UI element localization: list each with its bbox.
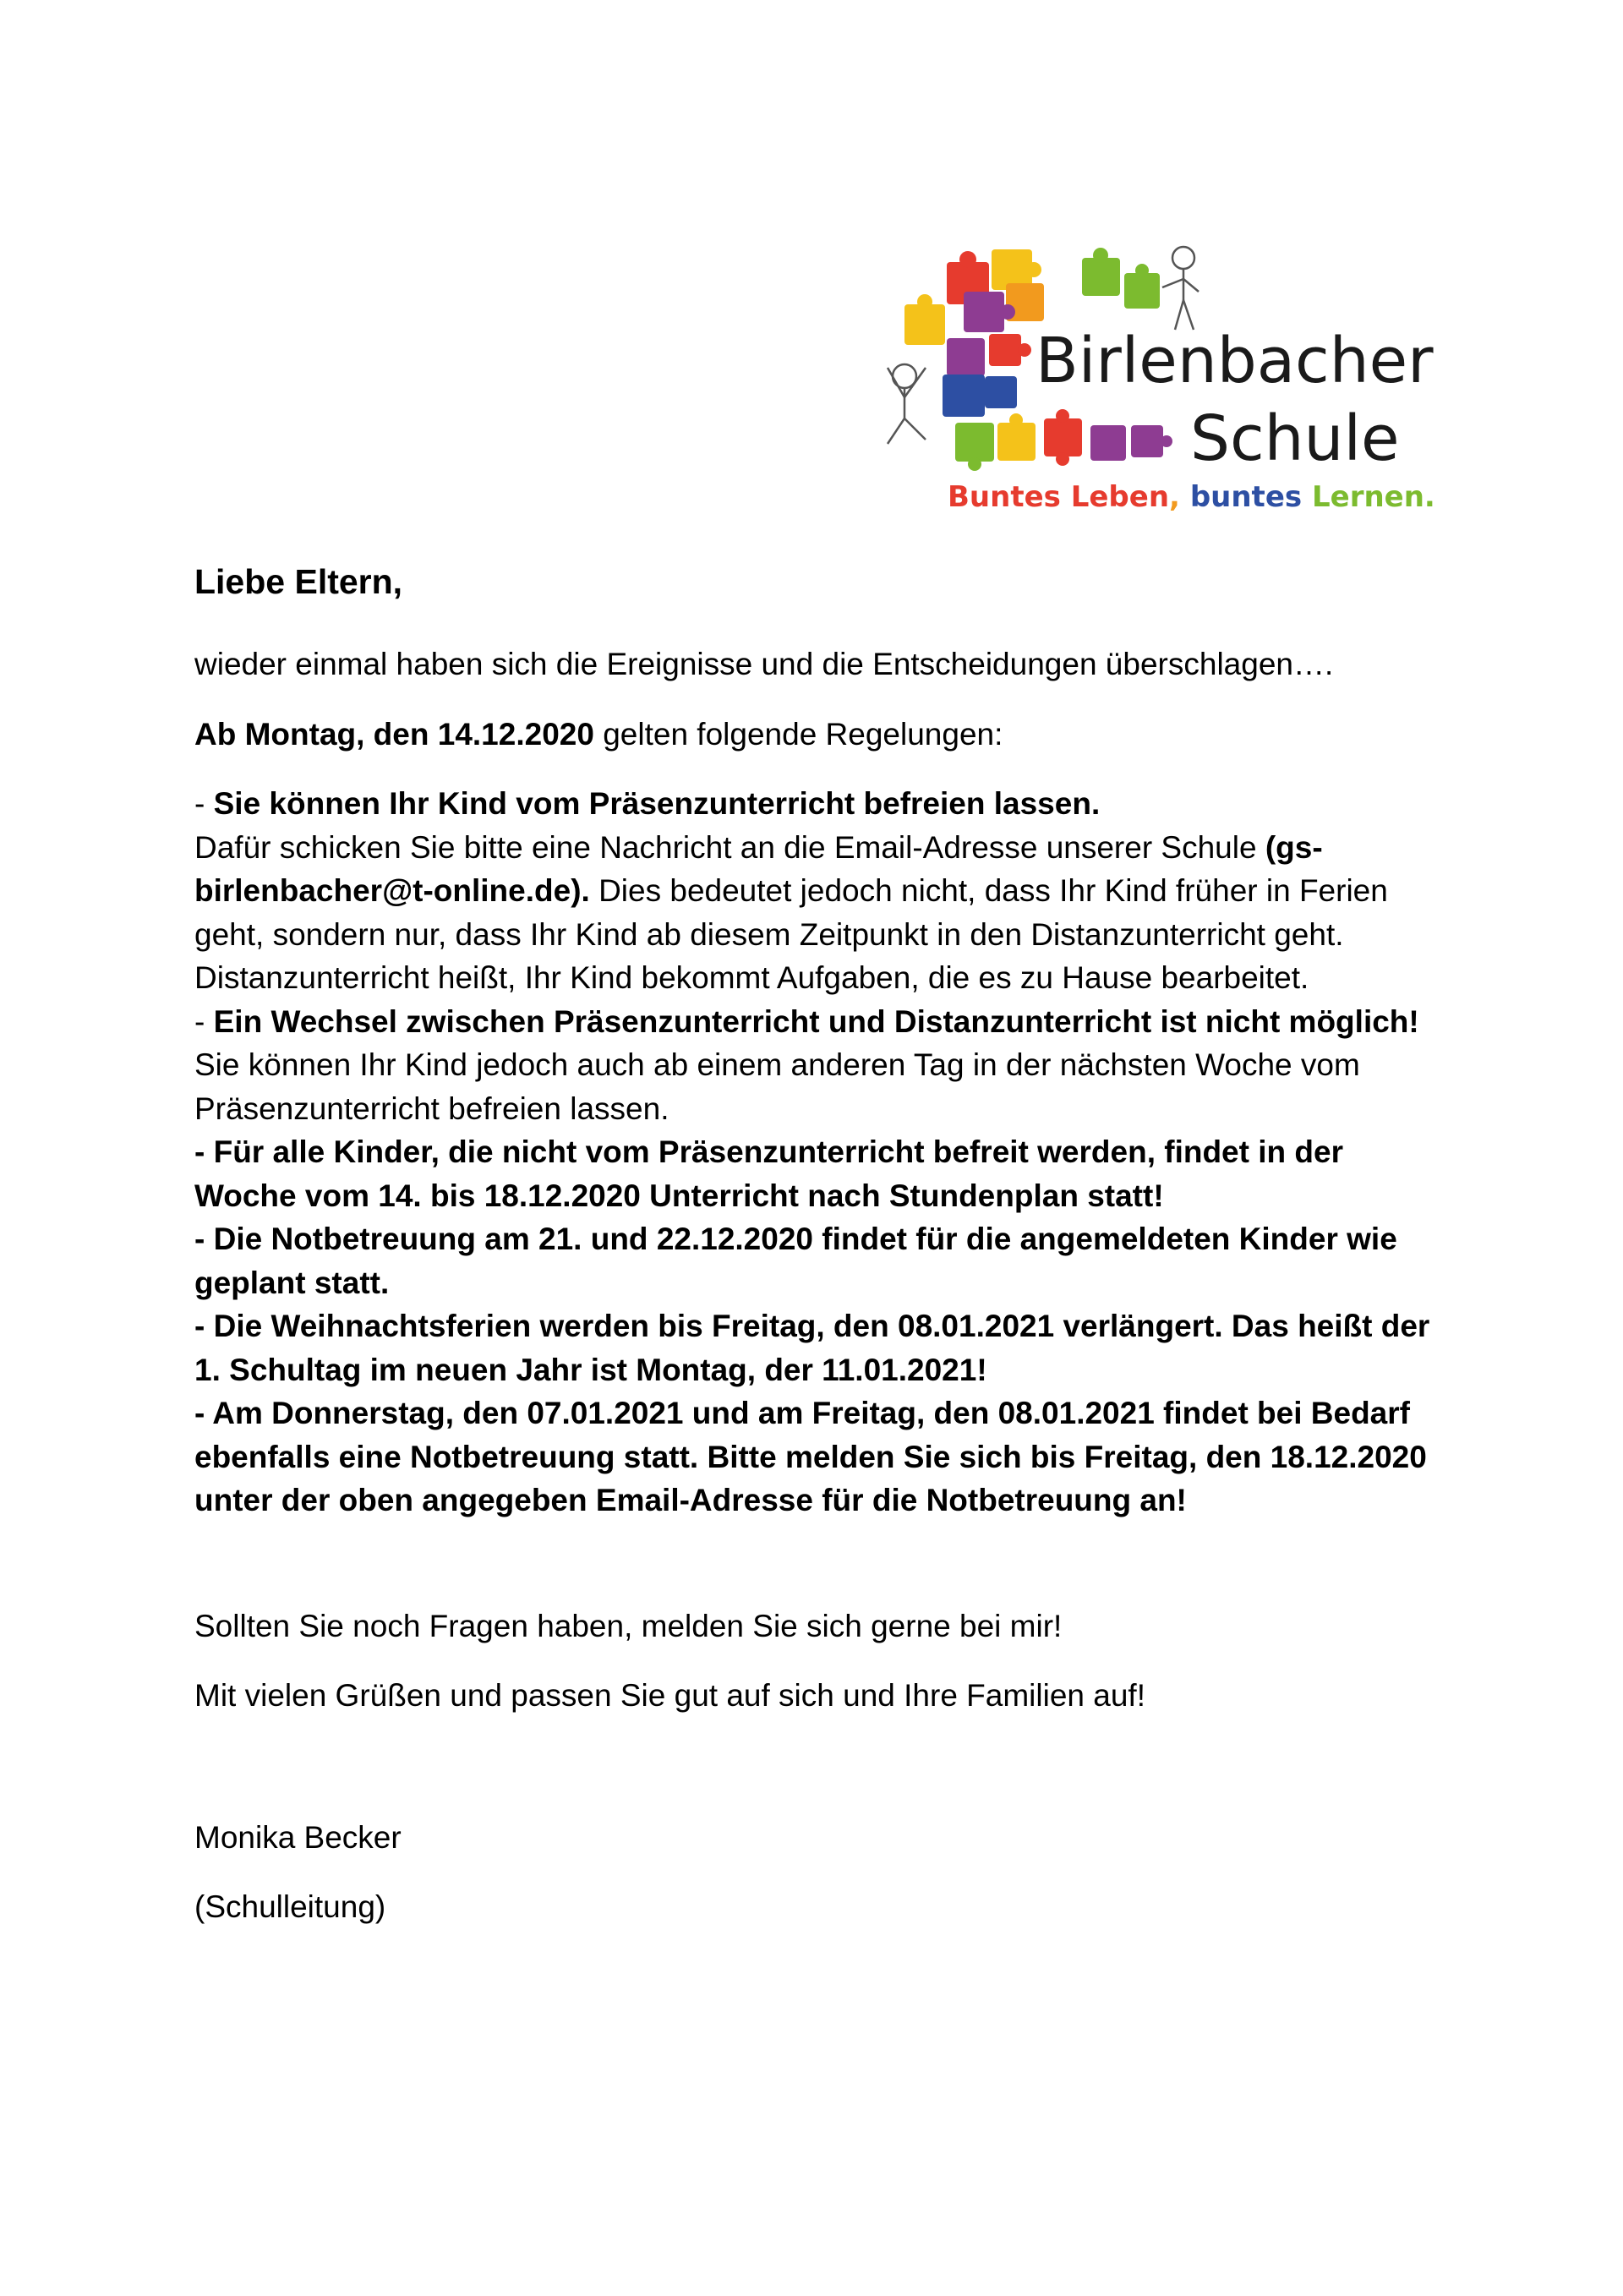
- letter-body: [194, 556, 1445, 1929]
- logo-name-line2: Schule: [1190, 402, 1400, 475]
- intro-paragraph: wieder einmal haben sich die Ereignisse und die Entscheidungen überschlagen….: [194, 647, 1334, 681]
- letter-greeting: Liebe Eltern,: [194, 562, 403, 601]
- slogan-separator: ,: [1169, 480, 1180, 514]
- rule-2-bold: Ein Wechsel zwischen Präsenzunterricht und Distanzunterricht ist nicht möglich!: [213, 1003, 1419, 1039]
- rule-5: [194, 1304, 1445, 1391]
- slogan-part3: Lernen.: [1311, 480, 1435, 514]
- logo-name-line1: Birlenbacher: [1036, 325, 1434, 397]
- signature-name: Monika Becker: [194, 1819, 402, 1855]
- closing-line: Sollten Sie noch Fragen haben, melden Sie sich gerne bei mir!: [194, 1608, 1063, 1643]
- effective-date-rest: gelten folgende Regelungen:: [593, 716, 1003, 752]
- rules-list: [194, 782, 1445, 1522]
- rule-4: [194, 1217, 1445, 1304]
- slogan-part1: Buntes Leben: [948, 480, 1170, 514]
- rule-4-bold: - Die Notbetreuung am 21. und 22.12.2020 findet für die angemeldeten Kinder wie geplant statt.: [194, 1222, 1397, 1300]
- rule-1-text-a: Dafür schicken Sie bitte eine Nachricht an die Email-Adresse unserer Schule: [194, 829, 1265, 865]
- rule-5-bold: - Die Weihnachtsferien werden bis Freitag, den 08.01.2021 verlängert. Das heißt der 1. Schultag im neuen Jahr ist Montag, der 11.01.2021!: [194, 1309, 1430, 1387]
- stick-figure-left: [888, 364, 926, 444]
- rule-2-dash: -: [194, 1003, 214, 1039]
- rule-1-text: [194, 826, 1445, 1000]
- effective-date-paragraph: [194, 713, 1445, 757]
- rule-2-heading: [194, 1000, 1445, 1044]
- rule-3-bold: - Für alle Kinder, die nicht vom Präsenzunterricht befreit werden, findet in der Woche vom 14. bis 18.12.2020 Unterricht nach Stundenplan statt!: [194, 1134, 1343, 1213]
- effective-date: Ab Montag, den 14.12.2020: [194, 716, 594, 752]
- school-logo: [879, 241, 1435, 520]
- stick-figure-right: [1162, 247, 1199, 330]
- rule-3: [194, 1130, 1445, 1217]
- rule-1-heading: [194, 782, 1445, 826]
- rule-6: [194, 1391, 1445, 1522]
- farewell-line: Mit vielen Grüßen und passen Sie gut auf sich und Ihre Familien auf!: [194, 1678, 1145, 1713]
- logo-slogan: [948, 480, 1435, 514]
- rule-6-bold: - Am Donnerstag, den 07.01.2021 und am Freitag, den 08.01.2021 findet bei Bedarf ebenfalls eine Notbetreuung statt. Bitte melden Sie sich bis Freitag, den 18.12.2020 unter der oben angegeben Email-Adresse für die Notbetreuung an!: [194, 1396, 1427, 1517]
- rule-1-dash: -: [194, 786, 214, 821]
- rule-2-text: Sie können Ihr Kind jedoch auch ab einem anderen Tag in der nächsten Woche vom Präsenzunterricht befreien lassen.: [194, 1047, 1360, 1126]
- rule-1-bold: Sie können Ihr Kind vom Präsenzunterricht befreien lassen.: [213, 786, 1101, 821]
- slogan-part2: buntes: [1189, 480, 1303, 514]
- rule-1-text-b: Dies bedeutet jedoch nicht, dass Ihr Kind früher in Ferien geht, sondern nur, dass Ihr Kind ab diesem Zeitpunkt in den Distanzunterricht geht. Distanzunterricht heißt, Ihr Kind bekommt Aufgaben, die es zu Hause bearbeitet.: [194, 873, 1388, 995]
- school-email: (gs-birlenbacher@t-online.de).: [194, 829, 1323, 908]
- signature-role: (Schulleitung): [194, 1889, 386, 1924]
